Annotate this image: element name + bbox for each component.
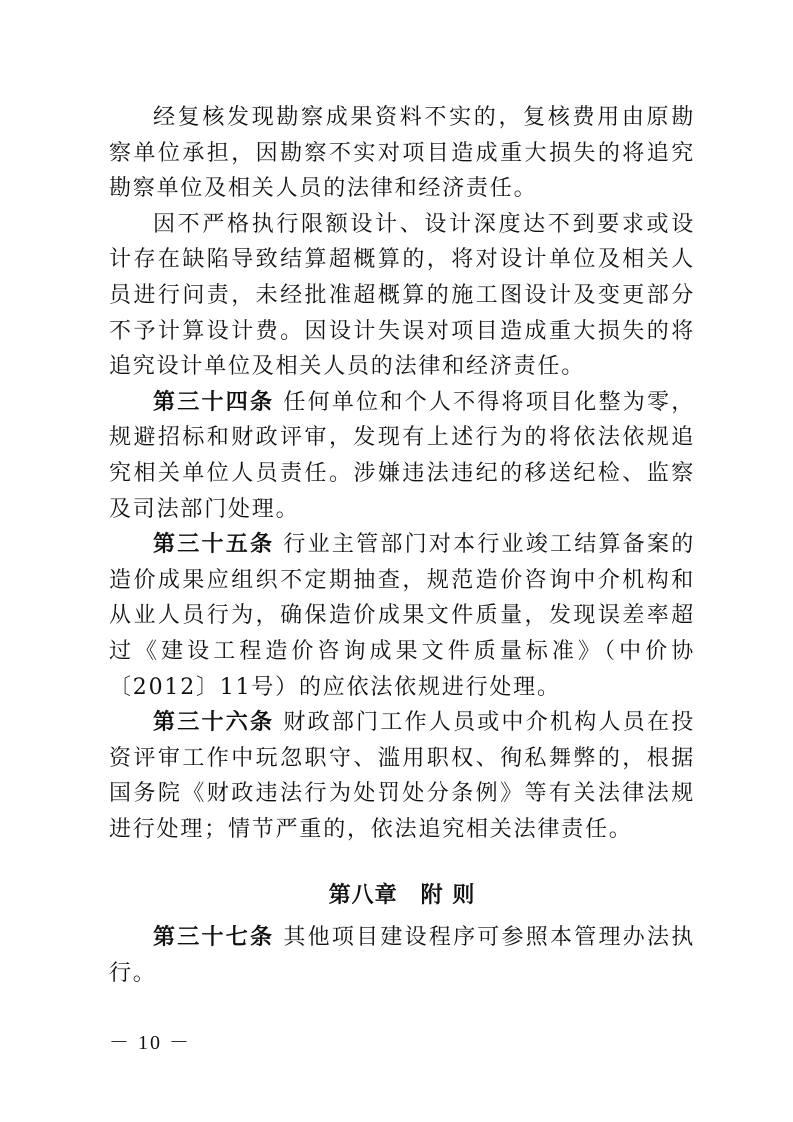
article-text: 其他项目建设程序可参照本管理办法执行。 [109,925,695,986]
paragraph-survey-liability [109,100,695,207]
chapter-heading: 第八章 附 则 [328,882,476,909]
article-number: 第三十六条 [153,710,275,736]
article-number: 第三十四条 [153,389,275,415]
article-number: 第三十七条 [153,925,275,951]
paragraph-text: 经复核发现勘察成果资料不实的，复核费用由原勘察单位承担，因勘察不实对项目造成重大损失的将追究勘察单位及相关人员的法律和经济责任。 [109,105,695,202]
article-34 [109,385,695,527]
document-body [109,100,695,991]
page-number: － 10 － [109,1032,191,1054]
article-35 [109,527,695,705]
article-text: 行业主管部门对本行业竣工结算备案的造价成果应组织不定期抽查，规范造价咨询中介机构和从业人员行为，确保造价成果文件质量，发现误差率超过《建设工程造价咨询成果文件质量标准》（中价协〔2012〕11号）的应依法依规进行处理。 [109,532,695,700]
article-36 [109,705,695,847]
article-text: 任何单位和个人不得将项目化整为零，规避招标和财政评审，发现有上述行为的将依法依规追究相关单位人员责任。涉嫌违法违纪的移送纪检、监察及司法部门处理。 [109,389,695,522]
paragraph-design-liability [109,207,695,385]
article-number: 第三十五条 [153,532,275,558]
paragraph-text: 因不严格执行限额设计、设计深度达不到要求或设计存在缺陷导致结算超概算的，将对设计单位及相关人员进行问责，未经批准超概算的施工图设计及变更部分不予计算设计费。因设计失误对项目造成重大损失的将追究设计单位及相关人员的法律和经济责任。 [109,211,695,380]
article-text: 财政部门工作人员或中介机构人员在投资评审工作中玩忽职守、滥用职权、徇私舞弊的，根据国务院《财政违法行为处罚处分条例》等有关法律法规进行处理；情节严重的，依法追究相关法律责任。 [109,710,695,842]
article-37 [109,920,695,991]
